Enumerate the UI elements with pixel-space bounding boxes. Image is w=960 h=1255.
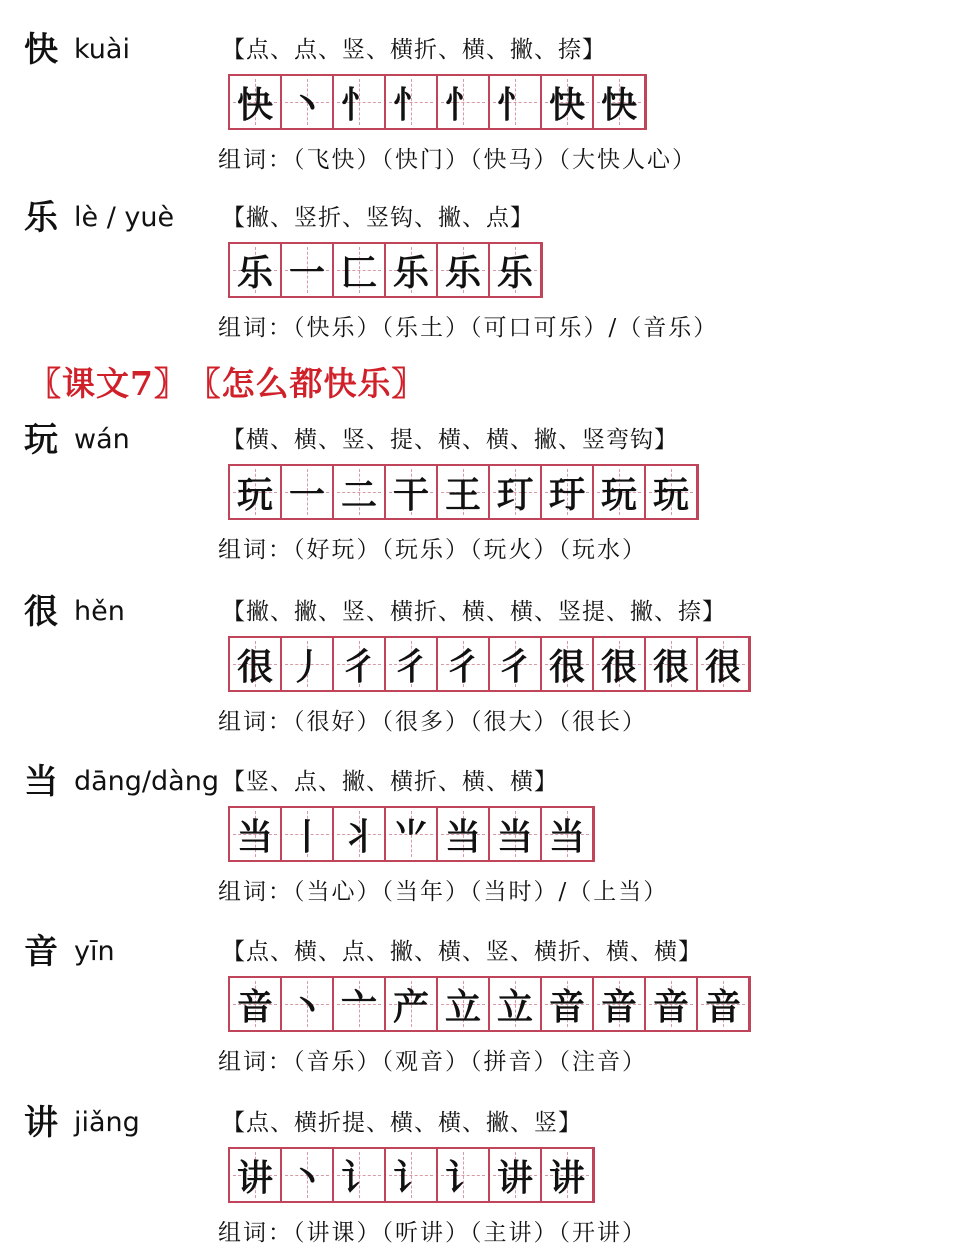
stroke-cell: 忄: [490, 76, 542, 128]
stroke-cell: 忄: [438, 76, 490, 128]
stroke-grid: [228, 242, 543, 298]
pinyin: yīn: [74, 936, 115, 967]
stroke-cell: 快: [594, 76, 646, 128]
stroke-order: 【点、横折提、横、横、撇、竖】: [222, 1110, 582, 1136]
stroke-cell: 讠: [438, 1149, 490, 1201]
stroke-cell: 匚: [334, 244, 386, 296]
stroke-cell: 讠: [334, 1149, 386, 1201]
word-examples: 组词：（当心）（当年）（当时）/（上当）: [218, 879, 669, 905]
stroke-cell: 玩: [230, 466, 282, 518]
word-examples: 组词：（好玩）（玩乐）（玩火）（玩水）: [218, 537, 647, 563]
lesson-heading: [28, 362, 441, 406]
stroke-grid: [228, 976, 751, 1032]
stroke-cell: 当: [542, 808, 594, 860]
stroke-cell: 玗: [542, 466, 594, 518]
pinyin: lè / yuè: [74, 202, 175, 233]
stroke-cell: 很: [698, 638, 750, 690]
character: 讲: [24, 1103, 58, 1143]
stroke-cell: 忄: [334, 76, 386, 128]
pinyin: jiǎng: [74, 1107, 140, 1138]
stroke-cell: 立: [438, 978, 490, 1030]
word-examples: 组词：（快乐）（乐土）（可口可乐）/（音乐）: [218, 315, 719, 341]
pinyin: dāng/dàng: [74, 766, 219, 797]
stroke-order: 【竖、点、撇、横折、横、横】: [222, 769, 558, 795]
stroke-cell: 乐: [386, 244, 438, 296]
stroke-cell: 丨: [282, 808, 334, 860]
stroke-cell: 立: [490, 978, 542, 1030]
stroke-cell: 丶: [282, 1149, 334, 1201]
stroke-grid: [228, 806, 595, 862]
stroke-cell: 很: [542, 638, 594, 690]
stroke-cell: 音: [542, 978, 594, 1030]
character: 音: [24, 932, 58, 972]
stroke-cell: 当: [230, 808, 282, 860]
stroke-cell: 二: [334, 466, 386, 518]
lesson-title: 〖怎么都快乐〗: [203, 364, 426, 403]
stroke-order: 【撇、撇、竖、横折、横、横、竖提、撇、捺】: [222, 599, 726, 625]
stroke-cell: 音: [594, 978, 646, 1030]
stroke-cell: 一: [282, 244, 334, 296]
stroke-cell: 彳: [438, 638, 490, 690]
stroke-cell: 王: [438, 466, 490, 518]
pinyin: hěn: [74, 596, 125, 627]
stroke-cell: 快: [542, 76, 594, 128]
word-examples: 组词：（音乐）（观音）（拼音）（注音）: [218, 1049, 647, 1075]
stroke-cell: 玎: [490, 466, 542, 518]
stroke-order: 【横、横、竖、提、横、横、撇、竖弯钩】: [222, 427, 678, 453]
stroke-cell: 当: [490, 808, 542, 860]
stroke-order: 【点、点、竖、横折、横、撇、捺】: [222, 37, 606, 63]
stroke-cell: 彳: [334, 638, 386, 690]
word-examples: 组词：（讲课）（听讲）（主讲）（开讲）: [218, 1220, 647, 1246]
stroke-cell: 乐: [438, 244, 490, 296]
stroke-order: 【点、横、点、撇、横、竖、横折、横、横】: [222, 939, 702, 965]
stroke-cell: ⺌: [386, 808, 438, 860]
stroke-cell: 音: [646, 978, 698, 1030]
stroke-cell: 很: [594, 638, 646, 690]
stroke-cell: 产: [386, 978, 438, 1030]
stroke-cell: 亠: [334, 978, 386, 1030]
stroke-cell: 讲: [542, 1149, 594, 1201]
stroke-cell: 一: [282, 466, 334, 518]
word-examples: 组词：（很好）（很多）（很大）（很长）: [218, 709, 647, 735]
stroke-grid: [228, 636, 751, 692]
stroke-cell: 乐: [230, 244, 282, 296]
character: 乐: [24, 198, 58, 238]
stroke-cell: 忄: [386, 76, 438, 128]
character: 快: [24, 30, 58, 70]
stroke-cell: 讠: [386, 1149, 438, 1201]
stroke-cell: 音: [698, 978, 750, 1030]
stroke-cell: 讲: [490, 1149, 542, 1201]
stroke-cell: 丶: [282, 978, 334, 1030]
lesson-number: 〖课文7〗: [28, 364, 188, 403]
stroke-cell: 乐: [490, 244, 542, 296]
stroke-cell: 很: [646, 638, 698, 690]
character: 当: [24, 762, 58, 802]
stroke-cell: 很: [230, 638, 282, 690]
stroke-cell: 丶: [282, 76, 334, 128]
stroke-cell: 丿: [282, 638, 334, 690]
stroke-cell: 当: [438, 808, 490, 860]
stroke-cell: 玩: [646, 466, 698, 518]
stroke-grid: [228, 1147, 595, 1203]
stroke-cell: 彳: [490, 638, 542, 690]
pinyin: kuài: [74, 34, 130, 65]
word-examples: 组词：（飞快）（快门）（快马）（大快人心）: [218, 147, 697, 173]
stroke-cell: 讲: [230, 1149, 282, 1201]
stroke-order: 【撇、竖折、竖钩、撇、点】: [222, 205, 534, 231]
character: 很: [24, 592, 58, 632]
stroke-cell: 快: [230, 76, 282, 128]
character: 玩: [24, 420, 58, 460]
stroke-cell: 干: [386, 466, 438, 518]
pinyin: wán: [74, 424, 130, 455]
stroke-grid: [228, 464, 699, 520]
stroke-cell: 音: [230, 978, 282, 1030]
stroke-cell: 玩: [594, 466, 646, 518]
stroke-grid: [228, 74, 647, 130]
stroke-cell: 丬: [334, 808, 386, 860]
stroke-cell: 彳: [386, 638, 438, 690]
